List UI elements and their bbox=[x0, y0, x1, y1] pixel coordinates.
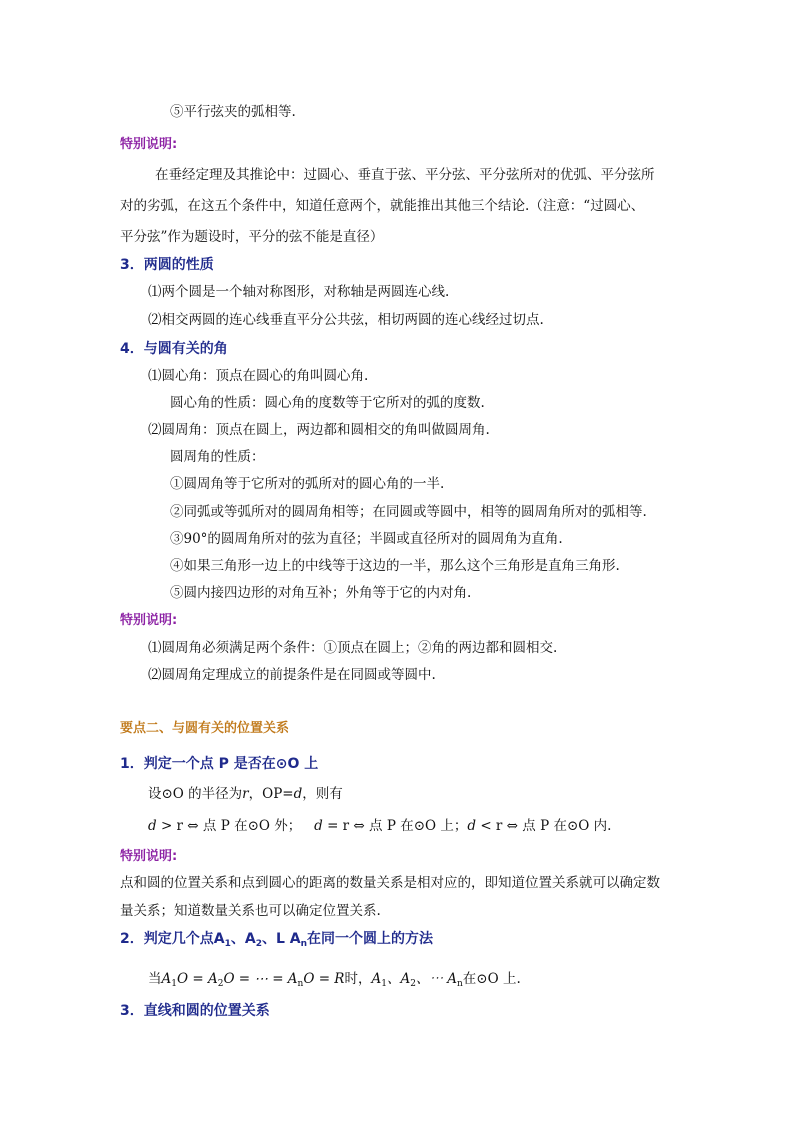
inscribed-property-2: ②同弧或等弧所对的圆周角相等；在同圆或等圆中，相等的圆周角所对的弧相等. bbox=[170, 504, 647, 520]
central-angle-definition: ⑴圆心角：顶点在圆心的角叫圆心角. bbox=[148, 368, 369, 384]
inscribed-property-3: ③90°的圆周角所对的弦为直径；半圆或直径所对的圆周角为直角. bbox=[170, 531, 563, 547]
note-paragraph-line-3: 平分弦”作为题设时，平分的弦不能是直径） bbox=[120, 229, 384, 245]
two-circles-item-2: ⑵相交两圆的连心线垂直平分公共弦，相切两圆的连心线经过切点. bbox=[148, 312, 544, 328]
heading-points-concyclic: 2．判定几个点$A_1$、$A_2$、L $A_n$在同一个圆上的方法 bbox=[120, 931, 434, 949]
two-circles-item-1: ⑴两个圆是一个轴对称图形，对称轴是两圆连心线. bbox=[148, 284, 450, 300]
note2-item-2: ⑵圆周角定理成立的前提条件是在同圆或等圆中. bbox=[148, 667, 436, 683]
concyclic-condition-line: 当$A_1O = A_2O$ = ⋯ = $A_nO = R$时，$A_1$、$A_2$、⋯ $A_n$在⊙O 上. bbox=[148, 971, 521, 989]
note-paragraph-line-1: 在垂经定理及其推论中：过圆心、垂直于弦、平分弦、平分弦所对的优弧、平分弦所 bbox=[155, 167, 655, 183]
inscribed-property-1: ①圆周角等于它所对的弧所对的圆心角的一半. bbox=[170, 476, 445, 492]
special-note-label-3: 特别说明: bbox=[120, 849, 178, 864]
inscribed-property-5: ⑤圆内接四边形的对角互补；外角等于它的内对角. bbox=[170, 585, 472, 601]
point-position-formula: d > r ⇔ 点 P 在⊙O 外； d = r ⇔ 点 P 在⊙O 上；d < r ⇔ 点 P 在⊙O 内. bbox=[148, 818, 612, 834]
central-angle-property: 圆心角的性质：圆心角的度数等于它所对的弧的度数. bbox=[170, 395, 485, 411]
note2-item-1: ⑴圆周角必须满足两个条件：①顶点在圆上；②角的两边都和圆相交. bbox=[148, 640, 558, 656]
note3-line-1: 点和圆的位置关系和点到圆心的距离的数量关系是相对应的，即知道位置关系就可以确定数 bbox=[120, 875, 660, 891]
inscribed-angle-property-label: 圆周角的性质： bbox=[170, 449, 265, 465]
heading-circle-angles: 4．与圆有关的角 bbox=[120, 341, 228, 357]
heading-line-circle: 3．直线和圆的位置关系 bbox=[120, 1003, 270, 1019]
heading-two-circles: 3．两圆的性质 bbox=[120, 257, 214, 273]
special-note-label-2: 特别说明: bbox=[120, 613, 178, 628]
heading-point-on-circle: 1．判定一个点 P 是否在⊙O 上 bbox=[120, 756, 319, 772]
inscribed-angle-definition: ⑵圆周角：顶点在圆上，两边都和圆相交的角叫做圆周角. bbox=[148, 422, 490, 438]
property-5-parallel-chords: ⑤平行弦夹的弧相等. bbox=[170, 104, 296, 120]
radius-setup-line: 设⊙O 的半径为r，OP=d，则有 bbox=[148, 786, 343, 802]
note3-line-2: 量关系；知道数量关系也可以确定位置关系. bbox=[120, 903, 381, 919]
special-note-label-1: 特别说明: bbox=[120, 137, 178, 152]
note-paragraph-line-2: 对的劣弧，在这五个条件中，知道任意两个，就能推出其他三个结论.（注意：“过圆心、 bbox=[120, 198, 645, 214]
inscribed-property-4: ④如果三角形一边上的中线等于这边的一半，那么这个三角形是直角三角形. bbox=[170, 558, 620, 574]
section-position-relations: 要点二、与圆有关的位置关系 bbox=[120, 721, 290, 736]
